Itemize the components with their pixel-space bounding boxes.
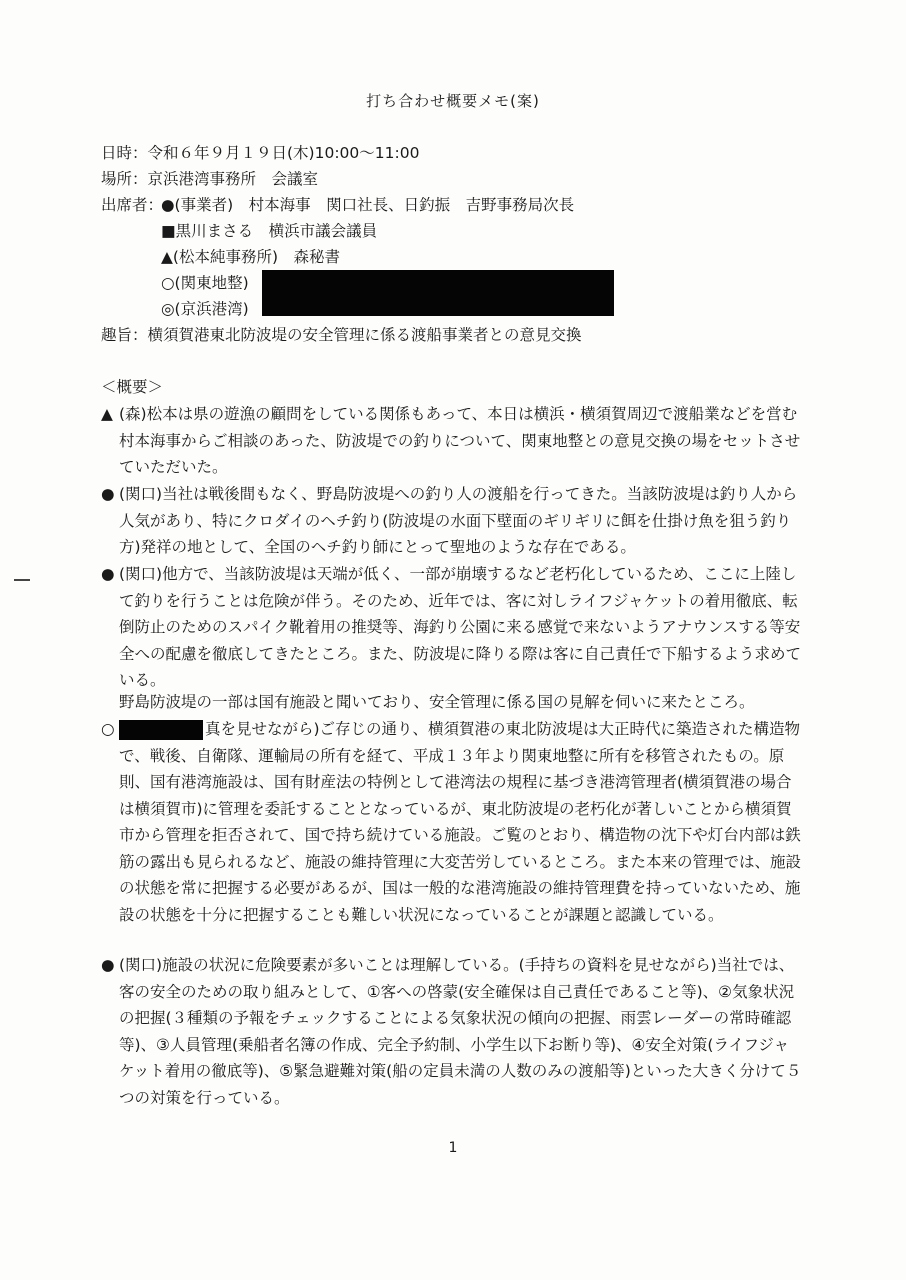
attendees-label: 出席者： — [101, 196, 164, 214]
attendee-kanto-bureau — [161, 273, 249, 293]
page-number: 1 — [448, 1140, 458, 1156]
document-title: 打ち合わせ概要メモ(案) — [366, 92, 540, 110]
paragraph-marker: ● — [101, 485, 115, 503]
redaction-block-attendees — [262, 270, 614, 316]
paragraph-marker: ● — [101, 956, 115, 974]
paragraph-sekiguchi-1 — [101, 481, 802, 561]
paragraph-text: (森)松本は県の遊漁の顧問をしている関係もあって、本日は横浜・横須賀周辺で渡船業などを営む村本海事からご相談のあった、防波堤での釣りについて、関東地整との意見交換の場をセットさせていただいた。 — [119, 405, 801, 476]
attendee-keihin-office — [161, 299, 249, 319]
attendee-operator: ●(事業者) 村本海事 関口社長、日釣振 吉野事務局次長 — [161, 196, 575, 214]
attendee-council-member: ■黒川まさる 横浜市議会議員 — [161, 222, 378, 240]
paragraph-marker: ▲ — [101, 405, 113, 423]
paragraph-text: (関口)施設の状況に危険要素が多いことは理解している。(手持ちの資料を見せながら)当社では、客の安全のための取り組みとして、①客への啓蒙(安全確保は自己責任であること等)、②気象状況の把握(３種類の予報をチェックすることによる気象状況の傾向の把握、雨雲レーダーの常時確認等)、③人員管理(乗船者名簿の作成、完全予約制、小学生以下お断り等)、④安全対策(ライフジャケット着用の徹底等)、⑤緊急避難対策(船の定員未満の人数のみの渡船等)といった大きく分けて５つの対策を行っている。 — [119, 956, 802, 1107]
paragraph-text: 真を見せながら)ご存じの通り、横須賀港の東北防波堤は大正時代に築造された構造物で、戦後、自衛隊、運輸局の所有を経て、平成１３年より関東地整に所有を移管されたもの。原則、国有港湾施設は、国有財産法の特例として港湾法の規程に基づき港湾管理者(横須賀港の場合は横須賀市)に管理を委託することとなっているが、東北防波堤の老朽化が著しいことから横須賀市から管理を拒否されて、国で持ち続けている施設。ご覧のとおり、構造物の沈下や灯台内部は鉄筋の露出も見られるなど、施設の維持管理に大変苦労しているところ。また本来の管理では、施設の状態を常に把握する必要があるが、国は一般的な港湾施設の維持管理費を持っていないため、施設の状態を十分に把握することも難しい状況になっていることが課題と認識している。 — [119, 720, 802, 924]
redaction-block-speaker — [119, 720, 203, 740]
paragraph-kanto — [101, 716, 802, 928]
attendee-kanto-bureau-label: ○(関東地整) — [161, 274, 249, 292]
attendee-keihin-office-label: ◎(京浜港湾) — [161, 300, 249, 318]
paragraph-marker: ● — [101, 565, 115, 583]
paragraph-sekiguchi-2 — [101, 561, 802, 694]
paragraph-sekiguchi-3 — [101, 952, 802, 1111]
paragraph-text: (関口)当社は戦後間もなく、野島防波堤への釣り人の渡船を行ってきた。当該防波堤は釣り人から人気があり、特にクロダイのヘチ釣り(防波堤の水面下壁面のギリギリに餌を仕掛け魚を狙う釣り方)発祥の地として、全国のヘチ釣り師にとって聖地のような存在である。 — [119, 485, 798, 556]
purpose-line: 趣旨：横須賀港東北防波堤の安全管理に係る渡船事業者との意見交換 — [101, 326, 582, 344]
datetime-line: 日時：令和６年９月１９日(木)10:00～11:00 — [101, 144, 420, 162]
paragraph-text: (関口)他方で、当該防波堤は天端が低く、一部が崩壊するなど老朽化しているため、ここに上陸して釣りを行うことは危険が伴う。そのため、近年では、客に対しライフジャケットの着用徹底、転倒防止のためのスパイク靴着用の推奨等、海釣り公園に来る感覚で来ないようアナウンスする等安全への配慮を徹底してきたところ。また、防波堤に降りる際は客に自己責任で下船するよう求めている。 — [119, 565, 802, 689]
paragraph-sekiguchi-2-cont — [119, 689, 802, 716]
paragraph-text: 野島防波堤の一部は国有施設と聞いており、安全管理に係る国の見解を伺いに来たところ。 — [119, 693, 755, 711]
paragraph-marker: ○ — [101, 720, 115, 738]
scan-artifact — [14, 579, 30, 581]
place-line: 場所：京浜港湾事務所 会議室 — [101, 170, 319, 188]
paragraph-mori — [101, 401, 802, 481]
attendee-secretary: ▲(松本純事務所) 森秘書 — [161, 248, 341, 266]
overview-heading: ＜概要＞ — [101, 378, 164, 396]
